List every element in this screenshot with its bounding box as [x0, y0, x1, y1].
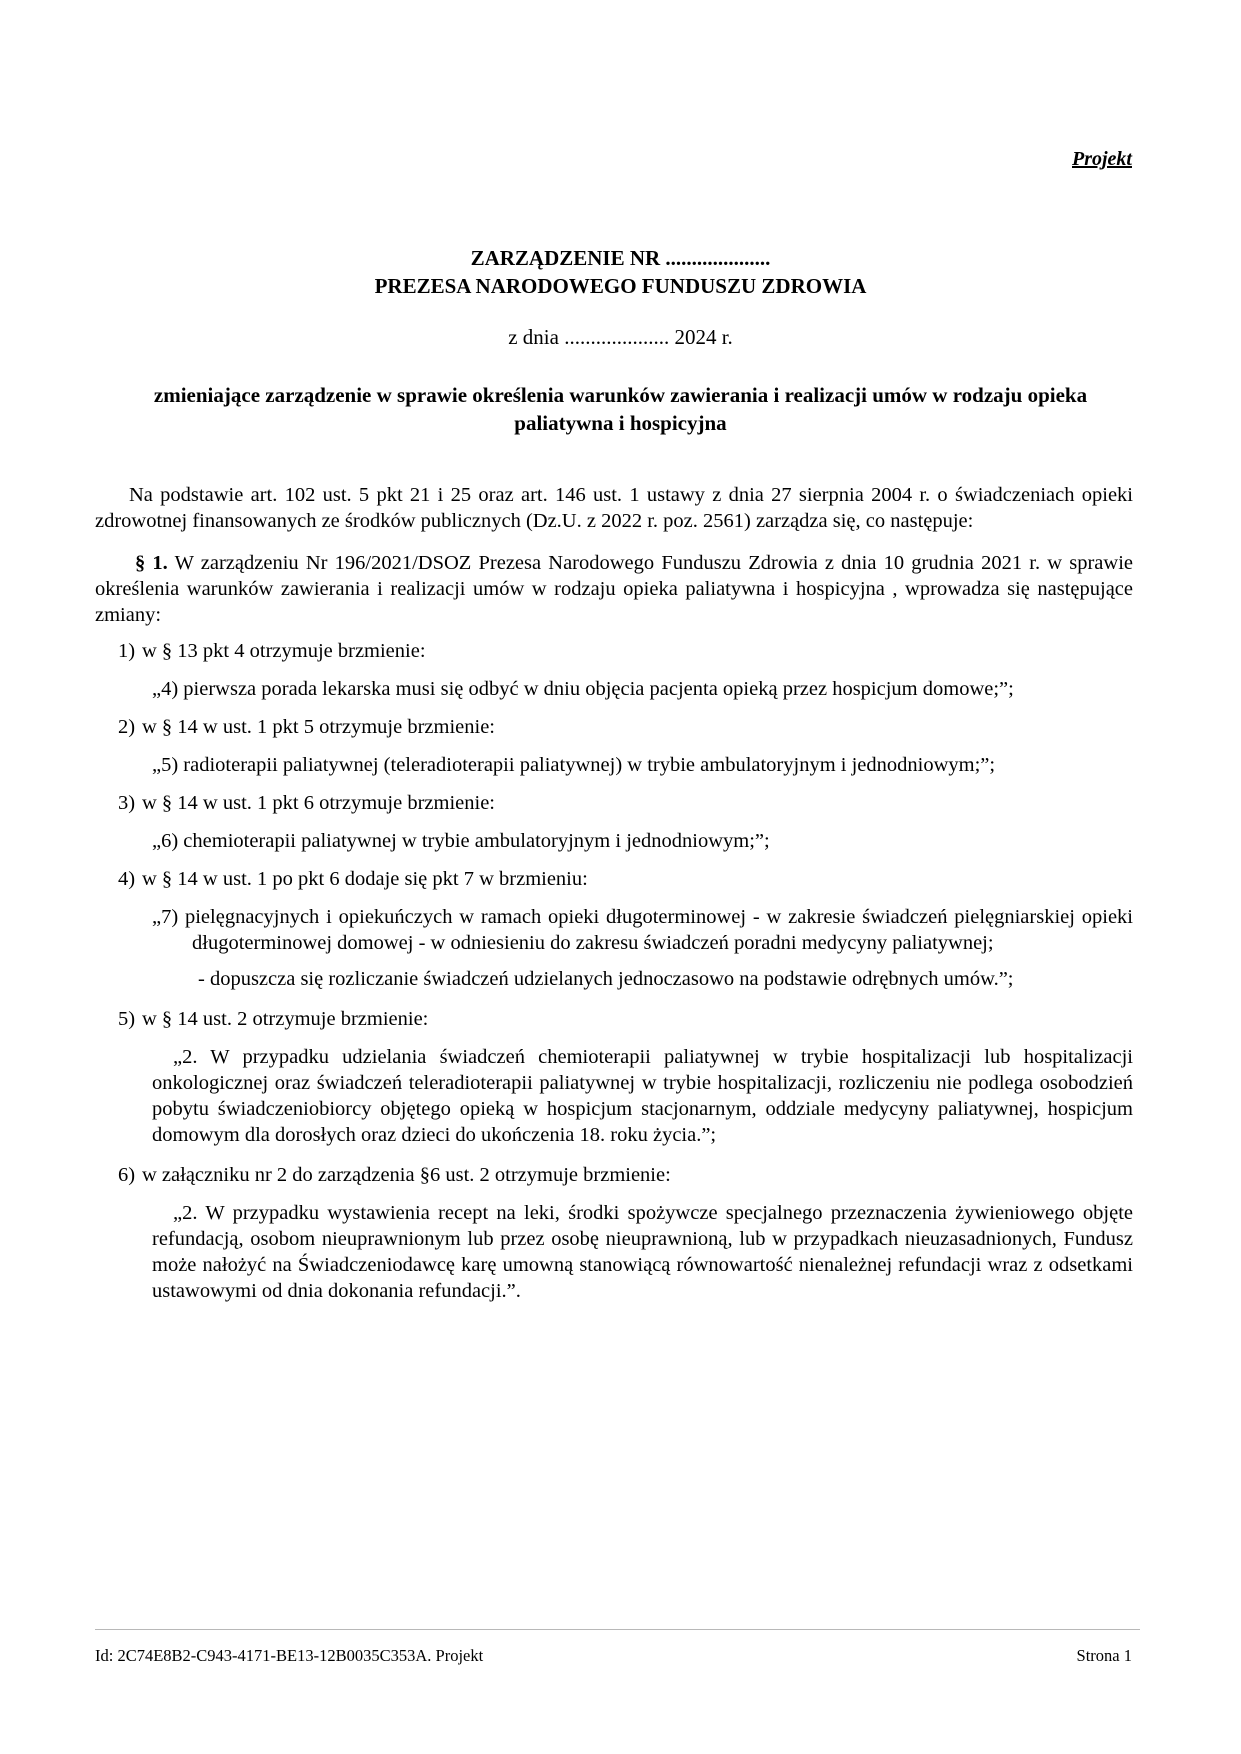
list-item	[95, 866, 1133, 892]
footer-document-id: Id: 2C74E8B2-C943-4171-BE13-12B0035C353A. Projekt	[95, 1646, 484, 1665]
list-item-text: w § 14 w ust. 1 po pkt 6 dodaje się pkt 7 w brzmieniu:	[142, 868, 588, 890]
list-item-number: 2)	[118, 716, 136, 738]
list-item-number: 1)	[118, 640, 136, 662]
footer-page-number: Strona 1	[1076, 1646, 1132, 1665]
list-item	[95, 790, 1133, 816]
document-subject: zmieniające zarządzenie w sprawie określenia warunków zawierania i realizacji umów w rodzaju opieka paliatywna i hospicyjna	[153, 383, 1088, 435]
section-1-mark: § 1.	[135, 552, 168, 574]
list-item	[95, 1162, 1133, 1188]
section-1-text: W zarządzeniu Nr 196/2021/DSOZ Prezesa Narodowego Funduszu Zdrowia z dnia 10 grudnia 2021 r. w sprawie określenia warunków zawierania i realizacji umów w rodzaju opieka paliatywna i hospicyjna , wprowadza się następujące zmiany:	[95, 552, 1133, 626]
legal-basis-paragraph: Na podstawie art. 102 ust. 5 pkt 21 i 25 oraz art. 146 ust. 1 ustawy z dnia 27 sierpnia 2004 r. o świadczeniach opieki zdrowotnej finansowanych ze środków publicznych (Dz.U. z 2022 r. poz. 2561) zarządza się, co następuje:	[95, 484, 1133, 532]
section-1-paragraph	[95, 550, 1133, 628]
amendment-quote: „6) chemioterapii paliatywnej w trybie ambulatoryjnym i jednodniowym;”;	[152, 830, 770, 852]
title-line-2: PREZESA NARODOWEGO FUNDUSZU ZDROWIA	[374, 274, 867, 298]
amendment-quote: „2. W przypadku wystawienia recept na leki, środki spożywcze specjalnego przeznaczenia żywieniowego objęte refundacją, osobom nieuprawnionym lub przez osobę nieuprawnioną, lub w przypadkach nieuzasadnionych, Fundusz może nałożyć na Świadczeniodawcę karę umowną stanowiącą równowartość nienależnej refundacji wraz z odsetkami ustawowymi od dnia dokonania refundacji.”.	[152, 1202, 1133, 1302]
amendment-quote: „2. W przypadku udzielania świadczeń chemioterapii paliatywnej w trybie hospitalizacji lub hospitalizacji onkologicznej oraz świadczeń teleradioterapii paliatywnej w trybie hospitalizacji, rozliczeniu nie podlega osobodzień pobytu świadczeniobiorcy objętego opieką w hospicjum stacjonarnym, oddziale medycyny paliatywnej, hospicjum domowym dla dorosłych oraz dzieci do ukończenia 18. roku życia.”;	[152, 1046, 1133, 1146]
list-item-text: w § 14 ust. 2 otrzymuje brzmienie:	[142, 1008, 429, 1030]
amendment-quote-continuation: - dopuszcza się rozliczanie świadczeń udzielanych jednoczasowo na podstawie odrębnych umów.”;	[198, 968, 1014, 990]
list-item-number: 5)	[118, 1008, 136, 1030]
list-item-text: w § 13 pkt 4 otrzymuje brzmienie:	[142, 640, 426, 662]
amendment-quote: „7) pielęgnacyjnych i opiekuńczych w ramach opieki długoterminowej - w zakresie świadczeń pielęgniarskiej opieki długoterminowej domowej - w odniesieniu do zakresu świadczeń poradni medycyny paliatywnej;	[152, 906, 1133, 954]
date-line: z dnia .................... 2024 r.	[508, 325, 733, 349]
list-item-number: 3)	[118, 792, 136, 814]
title-line-1: ZARZĄDZENIE NR ....................	[470, 246, 771, 270]
projekt-label: Projekt	[1072, 148, 1132, 170]
footer-divider	[95, 1629, 1140, 1630]
list-item	[95, 638, 1133, 664]
list-item-text: w załączniku nr 2 do zarządzenia §6 ust. 2 otrzymuje brzmienie:	[142, 1164, 671, 1186]
list-item-number: 6)	[118, 1164, 136, 1186]
list-item-number: 4)	[118, 868, 136, 890]
document-body	[95, 482, 1133, 1318]
document-title	[0, 244, 1241, 300]
amendment-quote: „4) pierwsza porada lekarska musi się odbyć w dniu objęcia pacjenta opieką przez hospicjum domowe;”;	[152, 678, 1014, 700]
list-item-text: w § 14 w ust. 1 pkt 5 otrzymuje brzmienie:	[142, 716, 495, 738]
amendment-quote: „5) radioterapii paliatywnej (teleradioterapii paliatywnej) w trybie ambulatoryjnym i jednodniowym;”;	[152, 754, 996, 776]
list-item	[95, 714, 1133, 740]
list-item	[95, 1006, 1133, 1032]
list-item-text: w § 14 w ust. 1 pkt 6 otrzymuje brzmienie:	[142, 792, 495, 814]
